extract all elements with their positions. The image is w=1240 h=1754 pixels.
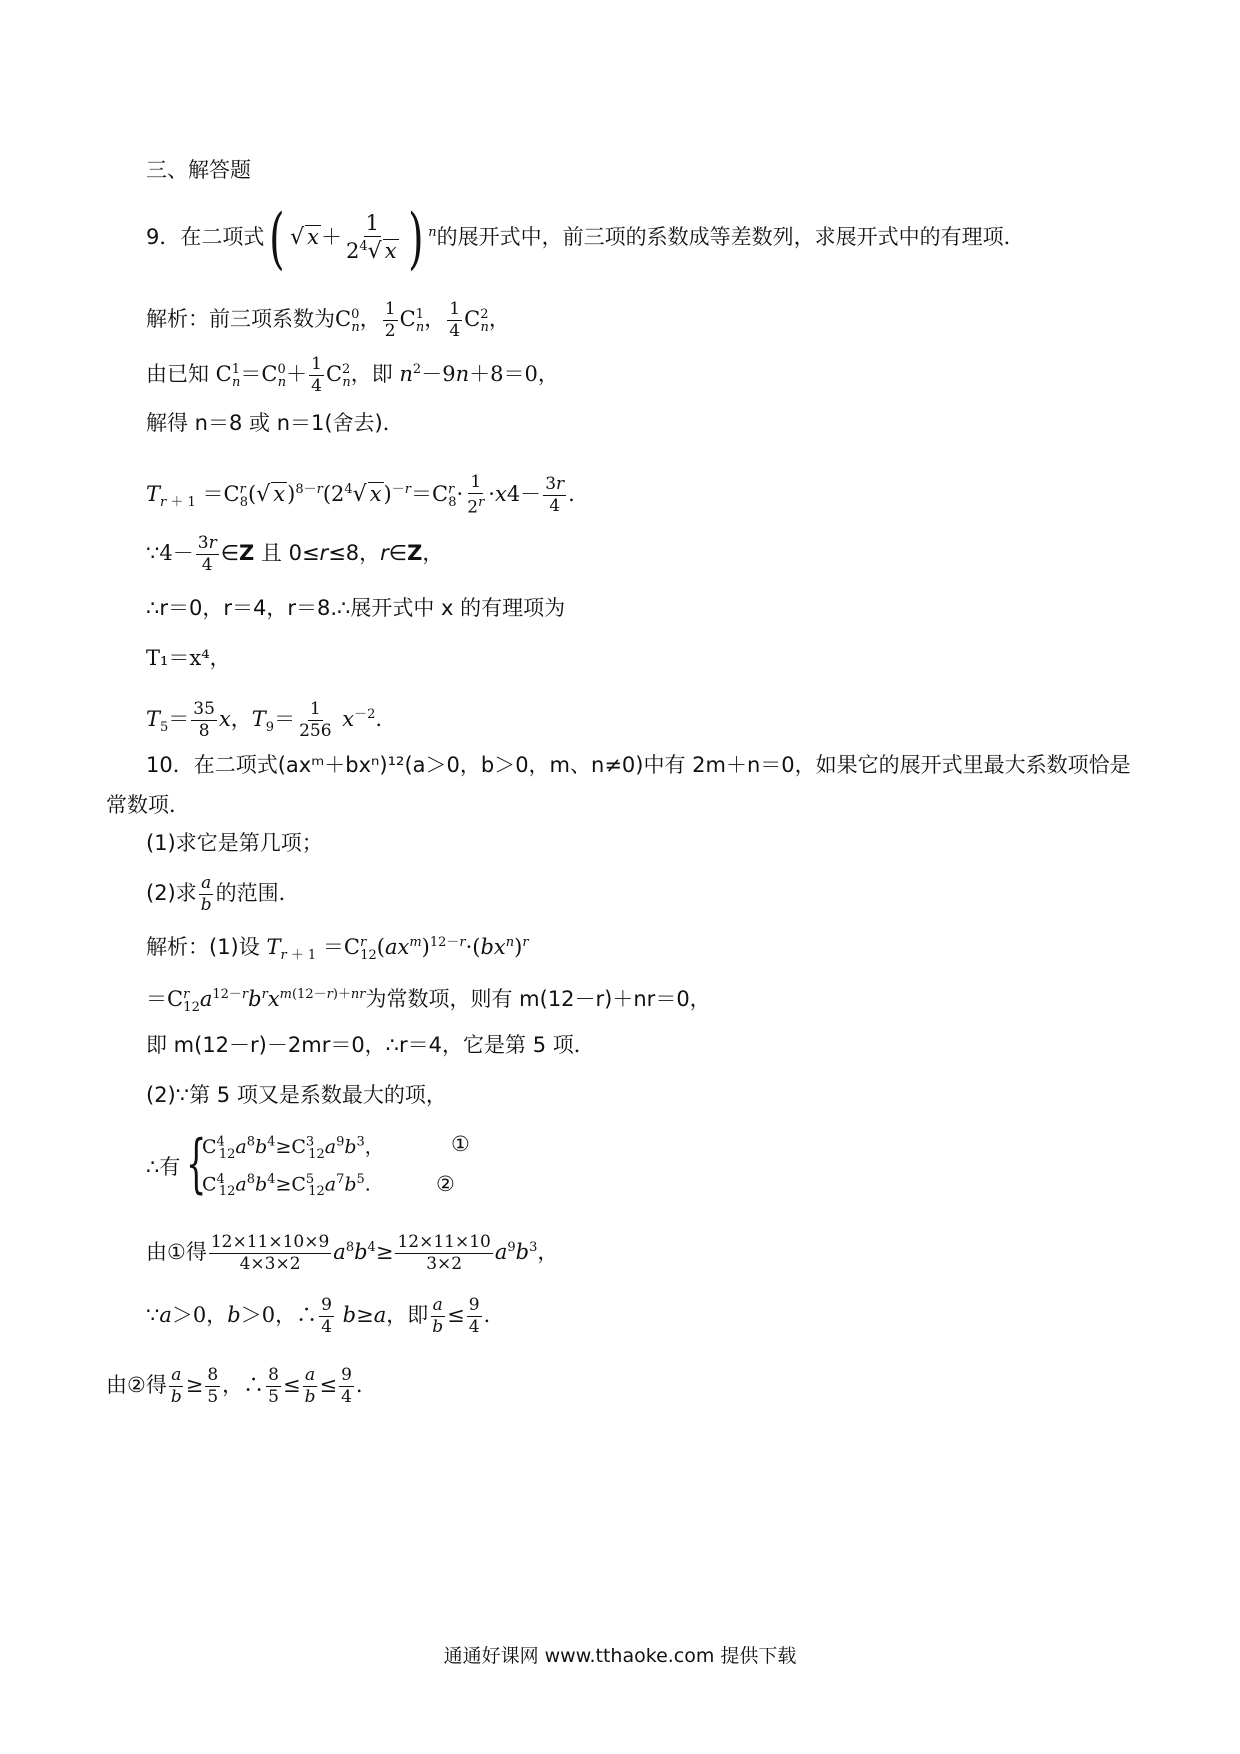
- s10-line8: 由②得 $\frac{a}{b}$ ≥ $\frac{8}{5}$ ，∴ $\frac{8}{5}$ ≤ $\frac{a}{b}$ ≤ $\frac{9}{4}$ .: [106, 1365, 363, 1407]
- mark-2: ②: [436, 1172, 455, 1196]
- q10-line1: 10．在二项式(axᵐ＋bxⁿ)¹²(a＞0，b＞0，m、n≠0)中有 2m＋n＝0，如果它的展开式里最大系数项恰是: [146, 753, 1131, 777]
- q10-line2: 常数项．: [106, 793, 190, 817]
- s9-line4: $T_{r + 1} =C^r_8(√$ $x)^{8-r}(2^4√$ $x)^{-r}=C^r_8\cdot$ $\frac{1}{2^r}$ ·x4－ $\frac{3r}{4}$ .: [146, 472, 575, 518]
- s10-line3: 即 m(12－r)－2mr＝0，∴r＝4，它是第 5 项．: [146, 1033, 595, 1057]
- s10-line6: 由①得 $\frac{12\times 11\times 10\times 9}{4\times 3\times 2}$ $a^8b^4\ge$ $\frac{12\times 11\times 10}{3\times 2}$ $a^9b^3$，: [146, 1232, 559, 1274]
- s10-line7: ∵a＞0，b＞0，∴ $\frac{9}{4}$ b≥a，即 $\frac{a}{b}$ ≤ $\frac{9}{4}$ .: [146, 1295, 491, 1337]
- section-title: 三、解答题: [146, 158, 251, 182]
- mark-1: ①: [451, 1132, 470, 1156]
- s10-line2: $=C^r_{12}a^{12-r}b^rx^{m(12-r)+nr}$为常数项，则有 m(12－r)＋nr＝0，: [146, 987, 711, 1016]
- q10-part1: (1)求它是第几项；: [146, 831, 323, 855]
- question-9: 9．在二项式( √ x＋ $\frac{1}{2^4√ x}$ ) $^n$的展开式中，前三项的系数成等差数列，求展开式中的有理项．: [146, 199, 1025, 277]
- s9-line6: ∴r＝0，r＝4，r＝8.∴展开式中 x 的有理项为: [146, 596, 566, 620]
- q9-fraction: $\frac{1}{2^4√ x}$: [346, 211, 397, 265]
- s10-system: ∴有 { $C^4_{12}a^8b^4\ge C^3_{12}a^9b^3$， $C^4_{12}a^8b^4\ge C^5_{12}a^7b^5$. ① ②: [146, 1127, 470, 1201]
- s9-line2: 由已知 $C^1_n=C^0_n+$ $\frac{1}{4}$ $C^2_n$，即 $n^2-9n+8=0$，: [146, 354, 559, 396]
- s9-line5: ∵4－ $\frac{3r}{4}$ ∈Z 且 0≤r≤8，r∈Z，: [146, 533, 444, 575]
- q9-suffix: 的展开式中，前三项的系数成等差数列，求展开式中的有理项．: [436, 225, 1025, 249]
- q10-part2: (2)求 $\frac{a}{b}$ 的范围．: [146, 873, 300, 915]
- page-footer: 通通好课网 www.tthaoke.com 提供下载: [443, 1645, 797, 1667]
- s9-line3: 解得 n＝8 或 n＝1(舍去)．: [146, 411, 404, 435]
- s10-line4: (2)∵第 5 项又是系数最大的项，: [146, 1083, 447, 1107]
- s10-line1: 解析：(1)设 $T_{r + 1} =C^r_{12}(ax^m)^{12-r}\cdot(bx^n)^r$: [146, 935, 529, 964]
- q9-prefix: 9．在二项式: [146, 225, 265, 249]
- s9-line7: T₁＝x⁴，: [146, 646, 231, 670]
- s9-line1: 解析：前三项系数为$C^0_n$， $\frac{1}{2}$ $C^1_n$， $\frac{1}{4}$ $C^2_n$，: [146, 299, 510, 341]
- s9-line8: $T_5=$ $\frac{35}{8}$ x，$T_9=$ $\frac{1}{256}$ $x^{-2}$.: [146, 699, 383, 741]
